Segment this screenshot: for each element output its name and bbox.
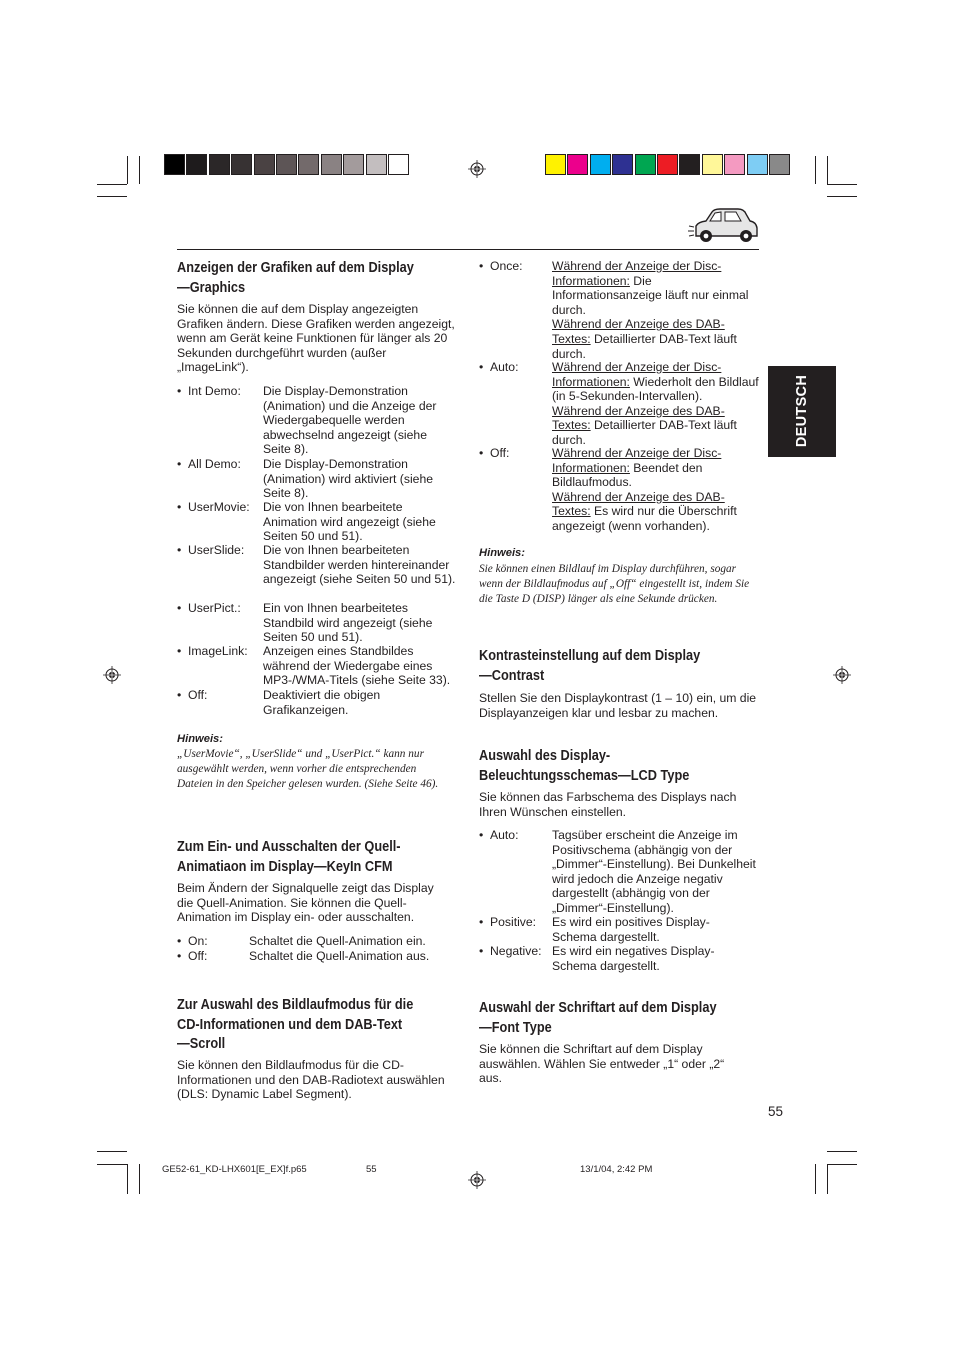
color-swatch <box>679 154 700 175</box>
color-swatch <box>164 154 185 175</box>
crop-mark <box>815 156 816 184</box>
crop-mark <box>97 196 127 197</box>
color-swatch <box>724 154 745 175</box>
crop-mark <box>139 156 140 184</box>
color-swatch <box>321 154 342 175</box>
crop-mark <box>827 156 828 184</box>
note-title: Hinweis: <box>479 547 526 559</box>
color-swatch <box>747 154 768 175</box>
section-title-contrast: Kontrasteinstellung auf dem Display —Contrast <box>479 648 701 684</box>
page-number: 55 <box>768 1104 784 1119</box>
color-swatch <box>702 154 723 175</box>
color-swatch <box>366 154 387 175</box>
crop-mark <box>815 1164 816 1194</box>
crop-mark <box>827 184 857 185</box>
crop-mark <box>127 156 128 184</box>
crop-mark <box>127 1164 128 1194</box>
color-swatch <box>343 154 364 175</box>
color-swatch <box>276 154 297 175</box>
color-swatch <box>769 154 790 175</box>
registration-mark-icon <box>468 160 486 178</box>
footer-page: 55 <box>366 1164 377 1175</box>
crop-mark <box>97 1164 127 1165</box>
language-tab-label: DEUTSCH <box>794 374 810 448</box>
color-swatch <box>388 154 409 175</box>
footer-timestamp: 13/1/04, 2:42 PM <box>580 1164 653 1175</box>
registration-mark-icon <box>103 666 121 684</box>
header-rule <box>177 249 759 250</box>
crop-mark <box>827 1164 857 1165</box>
graphics-intro: Sie können die auf dem Display angezeigten Grafiken ändern. Diese Grafiken werden angezeigt, wenn am Gerät keine Funktionen für länger als 20 Sekunden durchgeführt wurden (außer „ImageLink“). <box>177 302 455 375</box>
section-title-graphics: Anzeigen der Grafiken auf dem Display —Graphics <box>177 260 414 296</box>
note-title: Hinweis: <box>177 733 224 745</box>
color-swatch <box>612 154 633 175</box>
color-swatch <box>231 154 252 175</box>
footer-file: GE52-61_KD-LHX601[E_EX]f.p65 <box>162 1164 307 1175</box>
crop-mark <box>827 1164 828 1194</box>
section-title-font: Auswahl der Schriftart auf dem Display —Font Type <box>479 1000 717 1036</box>
contrast-intro: Stellen Sie den Displaykontrast (1 – 10) ein, um die Displayanzeigen klar und lesbar zu machen. <box>479 691 757 720</box>
crop-mark <box>97 184 127 185</box>
crop-mark <box>827 196 857 197</box>
crop-mark <box>97 1151 127 1152</box>
color-swatch <box>567 154 588 175</box>
car-icon <box>688 206 760 246</box>
color-swatch <box>635 154 656 175</box>
scroll-intro: Sie können den Bildlaufmodus für die CD-Informationen und den DAB-Radiotext auswählen (DLS: Dynamic Label Segment). <box>177 1058 445 1102</box>
crop-mark <box>139 1164 140 1194</box>
color-swatch <box>590 154 611 175</box>
keyin-intro: Beim Ändern der Signalquelle zeigt das Display die Quell-Animation. Sie können die Quell-Animation im Display ein- oder ausschalten. <box>177 881 434 925</box>
color-swatch <box>254 154 275 175</box>
lcd-intro: Sie können das Farbschema des Displays nach Ihren Wünschen einstellen. <box>479 790 737 819</box>
section-title-keyin: Zum Ein- und Ausschalten der Quell- Animatiaon im Display—KeyIn CFM <box>177 839 401 875</box>
crop-mark <box>827 1151 857 1152</box>
note-text: „UserMovie“, „UserSlide“ und „UserPict.“ kann nur ausgewählt werden, wenn vorher die entsprechenden Dateien in den Speicher gelesen wurden. (Siehe Seite 46). <box>177 748 439 790</box>
color-swatch <box>657 154 678 175</box>
color-swatch <box>545 154 566 175</box>
registration-mark-icon <box>833 666 851 684</box>
color-swatch <box>209 154 230 175</box>
font-intro: Sie können die Schriftart auf dem Display auswählen. Wählen Sie entweder „1“ oder „2“ aus. <box>479 1042 725 1086</box>
color-swatch <box>186 154 207 175</box>
note-text: Sie können einen Bildlauf im Display durchführen, sogar wenn der Bildlaufmodus auf „Off“ eingestellt ist, indem Sie die Taste D (DISP) länger als eine Sekunde drücken. <box>479 563 750 605</box>
language-tab <box>768 366 836 457</box>
section-title-scroll: Zur Auswahl des Bildlaufmodus für die CD-Informationen und dem DAB-Text —Scroll <box>177 997 414 1052</box>
color-swatch <box>298 154 319 175</box>
registration-mark-icon <box>468 1171 486 1189</box>
section-title-lcd: Auswahl des Display- Beleuchtungsschemas—LCD Type <box>479 748 690 784</box>
